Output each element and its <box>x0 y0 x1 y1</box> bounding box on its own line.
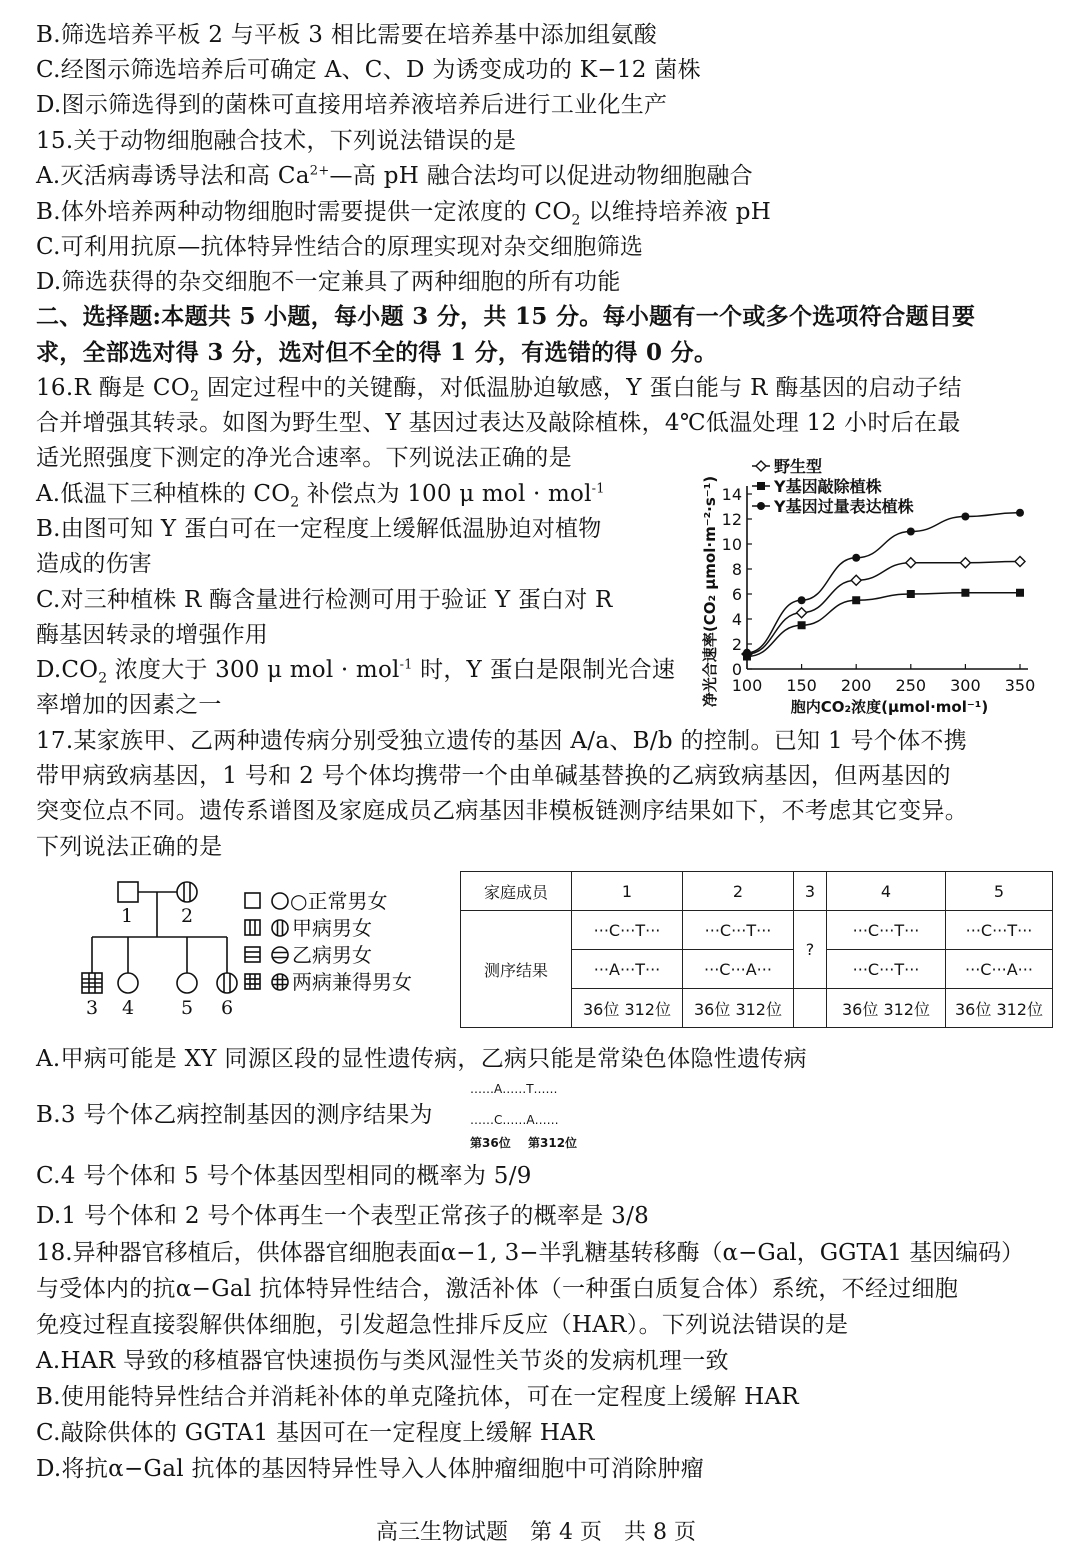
data-point <box>907 590 915 598</box>
data-point <box>907 528 915 536</box>
q15-stem: 15.关于动物细胞融合技术，下列说法错误的是 <box>36 128 517 154</box>
legend-label: 野生型 <box>774 457 823 476</box>
member-4-symbol <box>118 973 138 993</box>
table-cell-positions: 36位 312位 <box>572 989 683 1028</box>
member-1-symbol <box>118 882 138 902</box>
y-tick-label: 0 <box>731 660 742 679</box>
q18-option-c: C.敲除供体的 GGTA1 基因可在一定程度上缓解 HAR <box>36 1420 595 1446</box>
table-cell: ···C···T··· <box>827 950 946 989</box>
legend-marker <box>757 482 765 490</box>
q17-option-b: B.3 号个体乙病控制基因的测序结果为 <box>36 1102 433 1128</box>
legend-both-male-icon <box>245 974 260 989</box>
member-4-label: 4 <box>122 997 135 1019</box>
member-3-symbol <box>82 973 102 993</box>
legend-yi-male-icon <box>245 947 260 962</box>
legend-marker <box>757 502 765 510</box>
y-tick-label: 14 <box>721 485 742 504</box>
q18-stem-line2: 与受体内的抗α−Gal 抗体特异性结合，激活补体（一种蛋白质复合体）系统，不经过细胞 <box>36 1276 959 1302</box>
legend-both-label: 两病兼得男女 <box>292 970 412 994</box>
page-footer: 高三生物试题 第 4 页 共 8 页 <box>376 1520 696 1545</box>
chart-series <box>742 509 1025 661</box>
q18-stem-line1: 18.异种器官移植后，供体器官细胞表面α−1, 3−半乳糖基转移酶（α−Gal，GGTA1 基因编码） <box>36 1240 1025 1266</box>
q18-option-a: A.HAR 导致的移植器官快速损伤与类风湿性关节炎的发病机理一致 <box>36 1348 729 1374</box>
table-cell-positions: 36位 312位 <box>683 989 794 1028</box>
legend-marker <box>756 461 766 471</box>
member-2-symbol <box>177 880 197 904</box>
data-point <box>851 575 861 585</box>
data-point <box>961 589 969 597</box>
y-tick-label: 2 <box>731 635 742 654</box>
table-cell: ···C···T··· <box>683 911 794 950</box>
table-header-family: 家庭成员 <box>461 872 572 911</box>
option-b-pos-36: 第36位 <box>470 1136 511 1150</box>
option-b-pos-312: 第312位 <box>528 1136 578 1150</box>
legend-normal-female-icon <box>272 893 288 909</box>
y-tick-label: 12 <box>721 510 742 529</box>
q16-stem-line1: 16.R 酶是 $CO_2$ 固定过程中的关键酶，对低温胁迫敏感，Y 蛋白能与 R 酶基因的启动子结 <box>36 375 962 405</box>
x-tick-label: 150 <box>786 676 817 695</box>
q14-option-d: D.图示筛选得到的菌株可直接用培养液培养后进行工业化生产 <box>36 92 668 118</box>
q16-option-c-line2: 酶基因转录的增强作用 <box>36 622 268 648</box>
table-label-results: 测序结果 <box>461 911 572 1028</box>
data-point <box>852 554 860 562</box>
data-point <box>906 558 916 568</box>
q14-option-b: B.筛选培养平板 2 与平板 3 相比需要在培养基中添加组氨酸 <box>36 22 658 48</box>
q16-option-b-line1: B.由图可知 Y 蛋白可在一定程度上缓解低温胁迫对植物 <box>36 516 602 542</box>
y-tick-label: 4 <box>731 610 742 629</box>
legend-label: Y基因敲除植株 <box>774 477 882 496</box>
table-cell: ···C···T··· <box>827 911 946 950</box>
data-point <box>798 621 806 629</box>
table-cell-unknown: ? <box>794 911 827 989</box>
y-tick-label: 10 <box>721 535 742 554</box>
q17-option-a: A.甲病可能是 XY 同源区段的显性遗传病，乙病只能是常染色体隐性遗传病 <box>36 1046 807 1072</box>
x-tick-label: 200 <box>840 676 872 695</box>
option-b-seq-bottom: ……C……A…… <box>470 1113 559 1127</box>
q18-option-b: B.使用能特异性结合并消耗补体的单克隆抗体，可在一定程度上缓解 HAR <box>36 1384 800 1410</box>
q15-option-b: B.体外培养两种动物细胞时需要提供一定浓度的 $CO_2$ 以维持培养液 pH <box>36 199 772 229</box>
option-b-seq-top: ……A……T…… <box>470 1082 558 1096</box>
series-line-2 <box>747 593 1020 657</box>
data-point <box>743 649 751 657</box>
q14-option-c: C.经图示筛选培养后可确定 A、C、D 为诱变成功的 K−12 菌株 <box>36 57 701 83</box>
photosynthesis-line-chart <box>690 452 1050 732</box>
section2-header-line2: 求，全部选对得 3 分，选对但不全的得 1 分，有选错的得 0 分。 <box>36 339 718 366</box>
x-tick-label: 350 <box>1004 676 1036 695</box>
data-point <box>961 513 969 521</box>
table-cell: ···C···A··· <box>946 950 1053 989</box>
q17-option-d: D.1 号个体和 2 号个体再生一个表型正常孩子的概率是 3/8 <box>36 1203 650 1229</box>
series-line-1 <box>747 562 1020 655</box>
q18-option-d: D.将抗α−Gal 抗体的基因特异性导入人体肿瘤细胞中可消除肿瘤 <box>36 1456 705 1482</box>
q16-option-a: A.低温下三种植株的 $CO_2$ 补偿点为 100 μ mol · mol$^{-1}$ <box>36 481 605 511</box>
q17-stem-line4: 下列说法正确的是 <box>36 834 223 860</box>
q15-option-a: A.灭活病毒诱导法和高 $Ca^{2+}—$高 pH 融合法均可以促进动物细胞融合 <box>36 163 753 189</box>
table-cell-empty <box>794 989 827 1028</box>
q16-stem-line2: 合并增强其转录。如图为野生型、Y 基因过表达及敲除植株，4℃低温处理 12 小时后在最 <box>36 410 961 436</box>
table-header-member-4: 4 <box>827 872 946 911</box>
series-line-3 <box>747 513 1020 653</box>
x-axis-label: 胞内CO₂浓度(μmol·mol⁻¹) <box>790 698 989 716</box>
table-cell: ···C···T··· <box>946 911 1053 950</box>
x-tick-label: 100 <box>731 676 763 695</box>
member-5-symbol <box>177 973 197 993</box>
table-header-member-5: 5 <box>946 872 1053 911</box>
legend-label: Y基因过量表达植株 <box>774 497 914 516</box>
q16-option-b-line2: 造成的伤害 <box>36 551 152 577</box>
legend-yi-female-icon <box>271 947 289 963</box>
legend-normal-label: ○正常男女 <box>290 889 388 913</box>
member-3-label: 3 <box>86 997 99 1019</box>
table-header-member-1: 1 <box>572 872 683 911</box>
sequencing-table <box>460 871 1053 1028</box>
section2-header-line1: 二、选择题:本题共 5 小题，每小题 3 分，共 15 分。每小题有一个或多个选项符合题目要 <box>36 303 976 330</box>
table-header-member-2: 2 <box>683 872 794 911</box>
q17-stem-line3: 突变位点不同。遗传系谱图及家庭成员乙病基因非模板链测序结果如下，不考虑其它变异。 <box>36 798 968 824</box>
q17-option-c: C.4 号个体和 5 号个体基因型相同的概率为 5/9 <box>36 1163 532 1189</box>
table-cell: ···A···T··· <box>572 950 683 989</box>
q16-option-d-line1: $D.CO_2$ 浓度大于 300 μ mol · mol$^{-1}$ 时，Y 蛋白是限制光合速 <box>36 657 676 687</box>
data-point <box>1015 557 1025 567</box>
q16-option-d-line2: 率增加的因素之一 <box>36 692 222 718</box>
q17-stem-line2: 带甲病致病基因，1 号和 2 号个体均携带一个由单碱基替换的乙病致病基因，但两基因的 <box>36 763 951 789</box>
member-1-label: 1 <box>121 905 134 927</box>
data-point <box>960 558 970 568</box>
x-tick-label: 300 <box>950 676 981 695</box>
data-point <box>852 596 860 604</box>
legend-jia-female-icon <box>272 919 288 937</box>
y-axis-label: 净光合速率(CO₂ μmol·m⁻²·s⁻¹) <box>701 475 719 708</box>
q18-stem-line3: 免疫过程直接裂解供体细胞，引发超急性排斥反应（HAR）。下列说法错误的是 <box>36 1312 849 1338</box>
member-6-label: 6 <box>221 997 234 1019</box>
legend-yi-label: 乙病男女 <box>292 943 372 967</box>
x-tick-label: 250 <box>895 676 927 695</box>
data-point <box>797 608 807 618</box>
table-cell: ···C···A··· <box>683 950 794 989</box>
table-cell: ···C···T··· <box>572 911 683 950</box>
data-point <box>1016 589 1024 597</box>
member-6-symbol <box>217 972 237 994</box>
table-cell-positions: 36位 312位 <box>827 989 946 1028</box>
table-header-member-3: 3 <box>794 872 827 911</box>
legend-normal-male-icon <box>245 893 260 908</box>
legend-jia-label: 甲病男女 <box>292 916 372 940</box>
q16-stem-line3: 适光照强度下测定的净光合速率。下列说法正确的是 <box>36 445 572 471</box>
q16-option-c-line1: C.对三种植株 R 酶含量进行检测可用于验证 Y 蛋白对 R <box>36 587 613 613</box>
table-cell-positions: 36位 312位 <box>946 989 1053 1028</box>
data-point <box>798 596 806 604</box>
member-5-label: 5 <box>181 997 194 1019</box>
q17-stem-line1: 17.某家族甲、乙两种遗传病分别受独立遗传的基因 A/a、B/b 的控制。已知 1 号个体不携 <box>36 728 967 754</box>
q15-option-d: D.筛选获得的杂交细胞不一定兼具了两种细胞的所有功能 <box>36 269 621 295</box>
legend-jia-male-icon <box>245 920 260 935</box>
y-tick-label: 8 <box>731 560 742 579</box>
member-2-label: 2 <box>181 905 194 927</box>
legend-both-female-icon <box>271 973 289 991</box>
q15-option-c: C.可利用抗原—抗体特异性结合的原理实现对杂交细胞筛选 <box>36 234 644 260</box>
chart-legend <box>752 457 914 516</box>
y-tick-label: 6 <box>731 585 742 604</box>
data-point <box>1016 509 1024 517</box>
pedigree-chart <box>70 872 445 1022</box>
